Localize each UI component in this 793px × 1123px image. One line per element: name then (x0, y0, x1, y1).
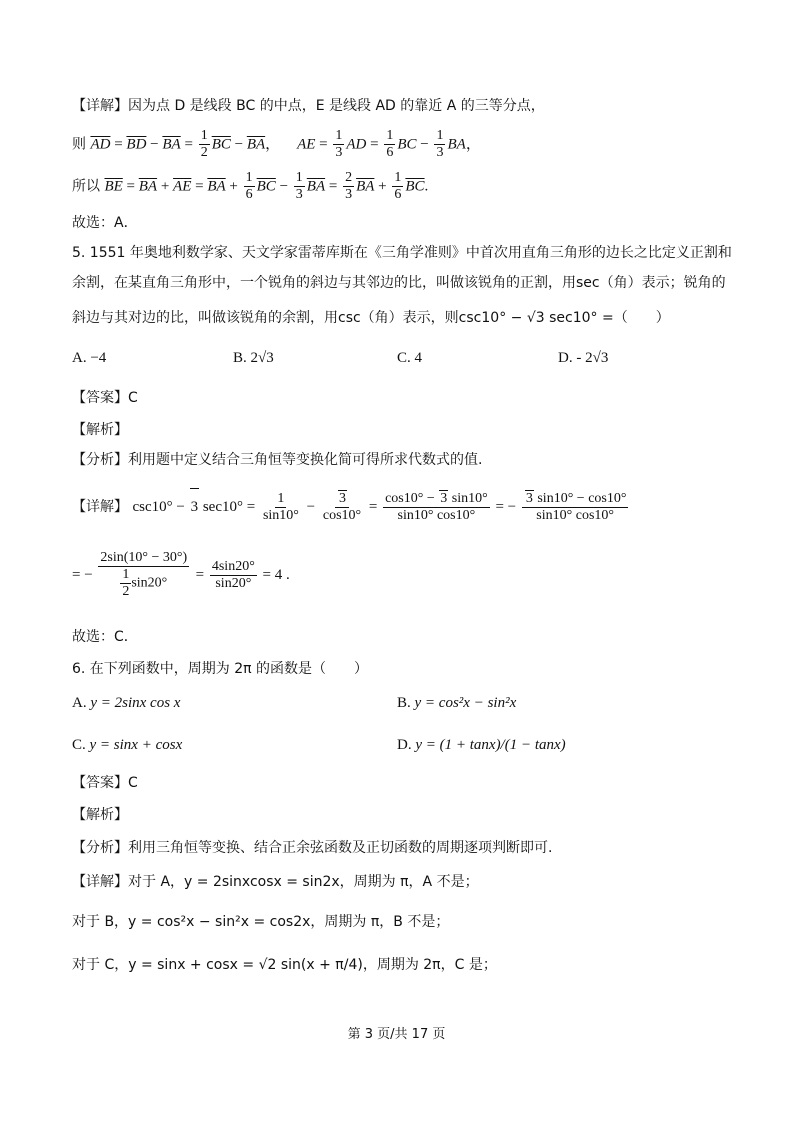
q6-option-c: C. y = sinx + cosx (72, 737, 183, 753)
q6-analysis-label: 【解析】 (72, 807, 128, 823)
q6-option-b: B. y = cos²x − sin²x (397, 695, 517, 711)
q5-stem-line-2: 余割，在某直角三角形中，一个锐角的斜边与其邻边的比，叫做该锐角的正割，用sec（角）表示；锐角的 (72, 275, 726, 291)
q5-option-c: C. 4 (397, 350, 423, 366)
q5-conclusion: 故选：C． (72, 629, 138, 645)
q5-stem-line-1: 5. 1551 年奥地利数学家、天文学家雷蒂库斯在《三角学准则》中首次用直角三角形的边长之比定义正割和 (72, 245, 732, 261)
q6-analysis: 【分析】利用三角恒等变换、结合正余弦函数及正切函数的周期逐项判断即可. (72, 840, 553, 856)
answer-a: 故选：A． (72, 215, 138, 231)
q6-answer: 【答案】C (72, 775, 138, 791)
detail-line-1: 【详解】因为点 D 是线段 BC 的中点，E 是线段 AD 的靠近 A 的三等分点， (72, 98, 545, 114)
q5-option-d: D. - 2√3 (558, 350, 609, 366)
q6-detail-a: 【详解】对于 A，y = 2sinxcosx = sin2x，周期为 π，A 不是； (72, 874, 479, 890)
q5-detail-line-1: 【详解】 csc10° − 3 sec10° = $\frac{1}{\sin 10^\circ}$ − $\frac{3}{\cos 10^\circ}$ = $\frac{\cos 10^\circ - 3 \sin 10^\circ}{\sin 10^\circ \cos 10^\circ}$ = − $\frac{3 \sin 10^\circ - \cos 10^\circ}{\sin 10^\circ \cos 10^\circ}$ (72, 488, 630, 525)
detail-line-2: 则 $\overline{AD} = \overline{BD} - \overline{BA}$ = $\frac{1}{2}$ $\overline{BC} - \overline{BA}$， AE = $\frac{1}{3}$ AD = $\frac{1}{6}$ BC − $\frac{1}{3}$ BA， (72, 128, 481, 160)
q5-option-a: A. −4 (72, 350, 107, 366)
detail-line-3: 所以 $\overline{BE} = \overline{BA} + \overline{AE} = \overline{BA}$ + $\frac{1}{6}$ $\overline{BC}$ − $\frac{1}{3}$ $\overline{BA}$ = $\frac{2}{3}$ $\overline{BA}$ + $\frac{1}{6}$ $\overline{BC}$. (72, 170, 429, 202)
page-footer: 第 3 页/共 17 页 (347, 1027, 446, 1042)
q5-detail-line-2: = − 2sin(10° − 30°) $\frac{1}{2}$ sin20° = $\frac{4\sin 20^\circ}{\sin 20^\circ}$ = 4 . (72, 550, 290, 599)
q6-detail-c: 对于 C，y = sinx + cosx = √2 sin(x + π/4)，周期为 2π，C 是； (72, 957, 497, 973)
q5-stem-line-3: 斜边与其对边的比，叫做该锐角的余割，用csc（角）表示，则csc10° − √3 sec10° =（ ） (72, 310, 670, 326)
q6-option-a: A. y = 2sinx cos x (72, 695, 181, 711)
q5-analysis-label: 【解析】 (72, 422, 128, 438)
q6-detail-b: 对于 B，y = cos²x − sin²x = cos2x，周期为 π，B 不是； (72, 914, 450, 930)
q6-stem: 6. 在下列函数中，周期为 2π 的函数是（ ） (72, 661, 369, 677)
q5-option-b: B. 2√3 (233, 350, 274, 366)
q6-option-d: D. y = (1 + tanx)/(1 − tanx) (397, 737, 566, 753)
q5-analysis: 【分析】利用题中定义结合三角恒等变换化简可得所求代数式的值. (72, 452, 483, 468)
q5-answer: 【答案】C (72, 390, 138, 406)
